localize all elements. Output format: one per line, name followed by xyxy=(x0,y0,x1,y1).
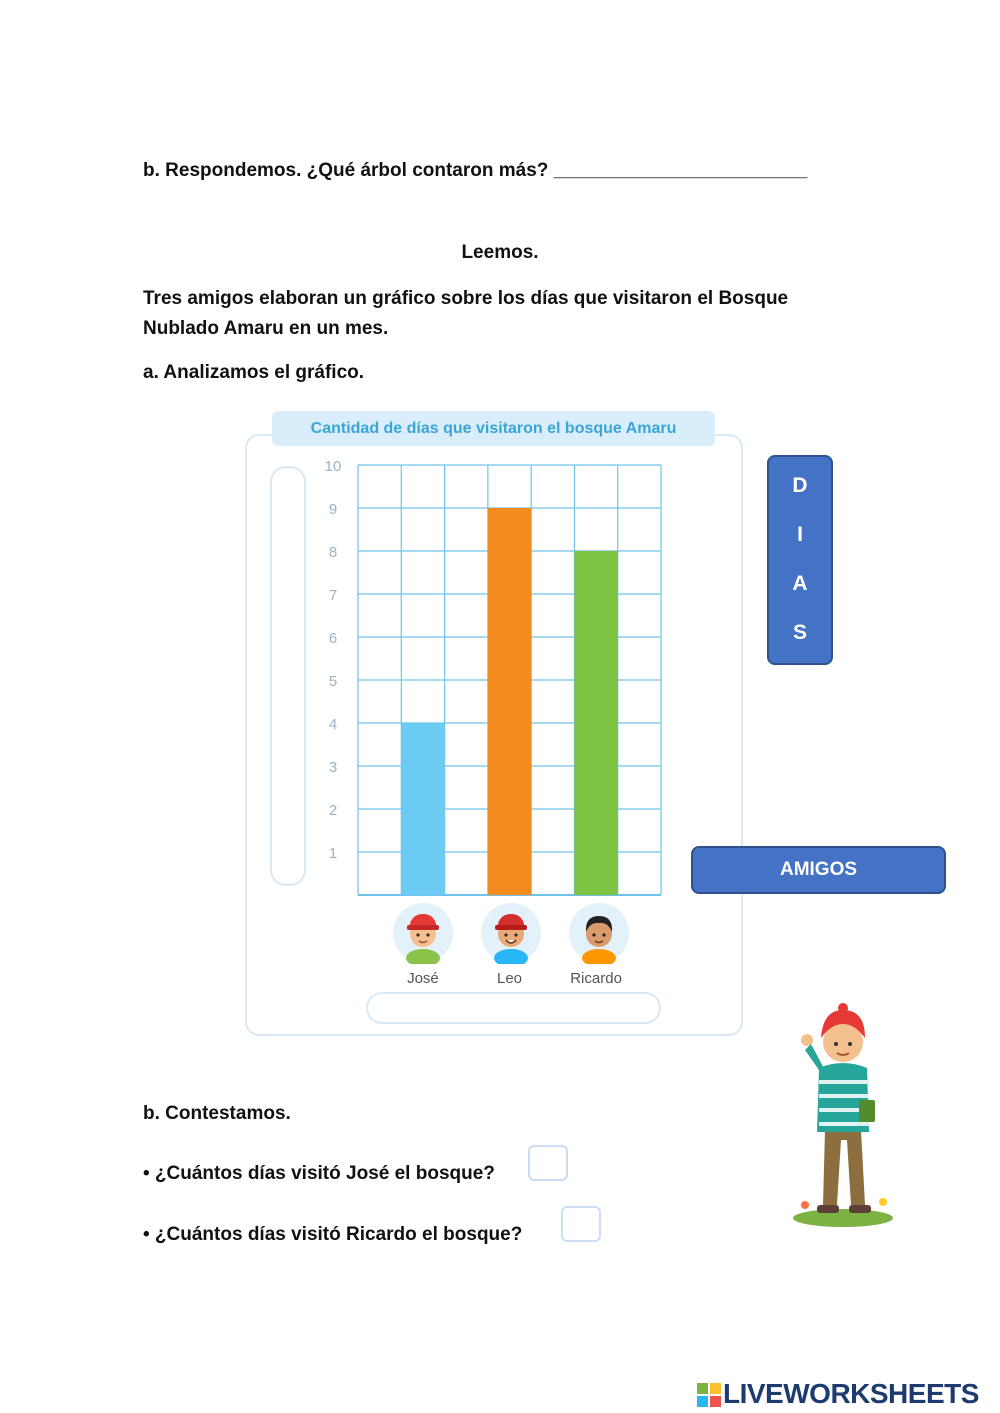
x-axis-label-box[interactable]: AMIGOS xyxy=(691,846,946,894)
category-label: Ricardo xyxy=(570,970,622,987)
section-heading-leemos: Leemos. xyxy=(461,242,539,263)
chart-category-labels xyxy=(407,970,622,987)
y-tick-label: 7 xyxy=(328,587,338,604)
category-label: José xyxy=(407,970,439,987)
leo-avatar-icon xyxy=(480,902,542,964)
question-tree-count: b. Respondemos. ¿Qué árbol contaron más? ________________________ xyxy=(143,160,808,181)
question-jose-days: • ¿Cuántos días visitó José el bosque? xyxy=(143,1163,495,1184)
question-ricardo-days: • ¿Cuántos días visitó Ricardo el bosque? xyxy=(143,1224,523,1245)
boy-illustration xyxy=(785,1000,905,1230)
category-label: Leo xyxy=(496,970,523,987)
instruction-answer: b. Contestamos. xyxy=(143,1103,291,1124)
dias-letter: A xyxy=(792,572,808,595)
bar-josé xyxy=(401,723,444,895)
y-tick-label: 3 xyxy=(328,759,338,776)
ricardo-avatar-icon xyxy=(568,902,630,964)
dias-letter: S xyxy=(792,621,807,644)
dias-letter: D xyxy=(792,474,808,497)
answer-input-jose[interactable] xyxy=(528,1145,568,1181)
y-axis-label-box[interactable] xyxy=(767,455,833,665)
y-tick-label: 5 xyxy=(328,673,338,690)
jose-avatar-icon xyxy=(392,902,454,964)
y-tick-label: 6 xyxy=(328,630,338,647)
chart-title: Cantidad de días que visitaron el bosque Amaru xyxy=(272,411,715,446)
chart-bars xyxy=(401,508,617,895)
y-tick-label: 2 xyxy=(328,802,338,819)
brand-name: LIVEWORKSHEETS xyxy=(723,1378,979,1409)
dias-letter: I xyxy=(797,523,803,546)
bar-ricardo xyxy=(574,551,617,895)
intro-paragraph: Tres amigos elaboran un gráfico sobre los días que visitaron el Bosque Nublado Amaru en un mes. xyxy=(143,288,789,339)
chart-y-ticks xyxy=(325,458,342,862)
liveworksheets-logo-icon xyxy=(697,1383,721,1407)
y-tick-label: 4 xyxy=(328,716,338,733)
y-tick-label: 8 xyxy=(328,544,338,561)
y-tick-label: 10 xyxy=(324,458,342,475)
instruction-analyze-chart: a. Analizamos el gráfico. xyxy=(143,362,365,383)
y-tick-label: 1 xyxy=(328,845,338,862)
bar-leo xyxy=(488,508,531,895)
liveworksheets-brand xyxy=(697,1376,997,1412)
answer-input-ricardo[interactable] xyxy=(561,1206,601,1242)
y-tick-label: 9 xyxy=(328,501,338,518)
